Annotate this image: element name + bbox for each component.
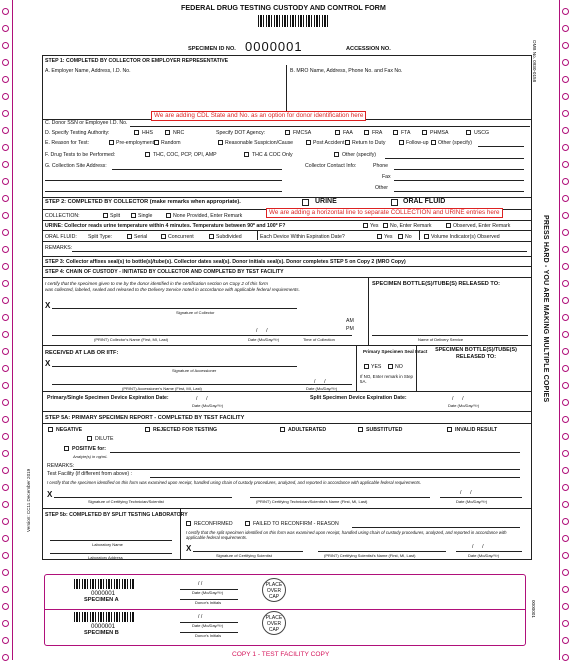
test-facility-label: Test Facility (if different from above) :: [47, 471, 132, 477]
collection-line-note: We are adding a horizontal line to separate COLLECTION and URINE entries here: [266, 208, 503, 218]
negative-checkbox[interactable]: [48, 427, 53, 432]
feed-hole: [562, 8, 569, 15]
none-provided-checkbox[interactable]: [166, 213, 171, 218]
feed-hole: [2, 246, 9, 253]
feed-hole: [562, 144, 569, 151]
feed-hole: [2, 229, 9, 236]
feed-hole: [562, 535, 569, 542]
agency-2-checkbox[interactable]: [364, 130, 369, 135]
rule: [73, 469, 520, 470]
feed-hole: [562, 42, 569, 49]
lab-name-caption[interactable]: Laboratory Name: [92, 542, 123, 547]
rule: [112, 169, 282, 170]
rule: [478, 146, 524, 147]
lab-released-to-label: SPECIMEN BOTTLE(S)/TUBE(S) RELEASED TO:: [435, 347, 517, 360]
single-checkbox[interactable]: [131, 213, 136, 218]
tech-signature-caption[interactable]: Signature of Certifying Technician/Scientist: [88, 499, 164, 504]
step5b-title: STEP 5b: COMPLETED BY SPLIT TESTING LABORATORY: [45, 512, 188, 518]
received-at-lab-label: RECEIVED AT LAB OR IITF:: [45, 350, 119, 356]
step4-cert-line2: was collected, labeled, sealed and released to the Delivery Service noted in accordance with applicable federal requirements.: [45, 287, 300, 292]
feed-hole: [2, 178, 9, 185]
rule: [110, 452, 520, 453]
feed-hole: [2, 637, 9, 644]
header-barcode: [258, 15, 328, 27]
cdl-note: We are adding CDL State and No. as an option for donor identification here: [151, 111, 366, 121]
feed-hole: [2, 8, 9, 15]
reconfirmed-checkbox[interactable]: [186, 521, 191, 526]
collector-signature-caption[interactable]: Signature of Collector: [176, 310, 215, 315]
test-1-label: THC & COC Only: [252, 152, 293, 158]
rule: [42, 411, 532, 412]
subdivided-checkbox[interactable]: [209, 234, 214, 239]
seal-no-checkbox[interactable]: [388, 364, 393, 369]
oral-fluid-checkbox[interactable]: [391, 199, 398, 206]
feed-hole: [2, 93, 9, 100]
substituted-checkbox[interactable]: [358, 427, 363, 432]
feed-hole: [562, 76, 569, 83]
feed-hole: [562, 212, 569, 219]
analytes-caption: Analyte(s) in ng/mL: [73, 454, 108, 459]
rule: [394, 169, 524, 170]
date-slashes: / /: [198, 581, 203, 587]
nrc-label: NRC: [173, 130, 185, 136]
feed-hole: [2, 433, 9, 440]
label-separator: [44, 609, 526, 610]
specimen-name: SPECIMEN A: [84, 597, 119, 603]
employer-field[interactable]: A. Employer Name, Address, I.D. No.: [45, 68, 131, 74]
rule: [385, 158, 524, 159]
rule: [52, 366, 297, 367]
agency-0-checkbox[interactable]: [285, 130, 290, 135]
seal-no-label: NO: [395, 364, 403, 370]
phone-label: Phone: [373, 163, 389, 169]
specimen-id: 0000001: [91, 590, 116, 597]
rule: [419, 230, 420, 240]
feed-hole: [2, 297, 9, 304]
feed-hole: [2, 42, 9, 49]
seal-yes-checkbox[interactable]: [364, 364, 369, 369]
other-label: Other: [375, 185, 388, 191]
feed-hole: [562, 59, 569, 66]
rule: [394, 191, 524, 192]
urine-label: URINE: [315, 198, 337, 205]
primary-expiration-label: Primary/Single Specimen Device Expiration Date:: [47, 395, 169, 401]
concurrent-label: Concurrent: [168, 234, 194, 240]
rejected-checkbox[interactable]: [145, 427, 150, 432]
feed-hole: [562, 314, 569, 321]
none-provided-label: None Provided, Enter Remark: [173, 213, 243, 219]
dot-agency-label: Specify DOT Agency:: [216, 130, 266, 136]
reason-label: E. Reason for Test:: [45, 140, 90, 146]
step3-text: STEP 3: Collector affixes seal(s) to bottle(s)/tube(s). Collector dates seal(s). Donor initials seal(s). Donor completes STEP 5 on Copy 2 (MRO Copy): [45, 259, 406, 265]
negative-label: NEGATIVE: [56, 427, 83, 433]
hhs-label: HHS: [142, 130, 153, 136]
rejected-label: REJECTED FOR TESTING: [153, 427, 217, 433]
step5a-cert-text: I certify that the specimen identified on this form was examined upon receipt, handled using chain of custody procedures, analyzed, and reported in accordance with applicable federal requirements.: [47, 480, 422, 485]
volume-checkbox[interactable]: [424, 234, 429, 239]
rule: [50, 540, 172, 541]
rule: [42, 241, 532, 242]
specimen-name: SPECIMEN B: [84, 630, 119, 636]
feed-hole: [2, 535, 9, 542]
mro-field[interactable]: B. MRO Name, Address, Phone No. and Fax No.: [290, 68, 403, 74]
specimen-barcode: [74, 612, 134, 622]
right-feed-strip: [559, 0, 572, 660]
test-2-label: Other (specify): [342, 152, 377, 158]
feed-hole: [2, 552, 9, 559]
testing-authority-label: D. Specify Testing Authority:: [45, 130, 110, 136]
rule: [318, 551, 446, 552]
reconfirmed-label: RECONFIRMED: [194, 521, 233, 527]
rule: [356, 345, 357, 391]
rule: [45, 180, 282, 181]
rule: [42, 256, 532, 257]
seal-yes-label: YES: [371, 364, 382, 370]
reason-3-checkbox[interactable]: [306, 140, 311, 145]
collection-site-label: G. Collection Site Address:: [45, 163, 107, 169]
feed-hole: [562, 229, 569, 236]
reason-0-label: Pre-employment: [116, 140, 155, 146]
agency-3-checkbox[interactable]: [393, 130, 398, 135]
adulterated-checkbox[interactable]: [280, 427, 285, 432]
temp-yes-checkbox[interactable]: [363, 223, 368, 228]
invalid-checkbox[interactable]: [447, 427, 452, 432]
step1-title: STEP 1: COMPLETED BY COLLECTOR OR EMPLOYER REPRESENTATIVE: [45, 58, 229, 64]
collection-label: COLLECTION:: [45, 213, 80, 219]
rule: [456, 551, 522, 552]
rule: [193, 551, 303, 552]
omb-number: OMB No. 0930-0158: [532, 40, 537, 83]
temp-yes-label: Yes: [370, 223, 379, 229]
rule: [42, 266, 532, 267]
feed-hole: [2, 331, 9, 338]
feed-hole: [562, 518, 569, 525]
feed-hole: [562, 246, 569, 253]
test-0-label: THC, COC, PCP, OPI, AMP: [153, 152, 217, 158]
rule: [257, 230, 258, 240]
feed-hole: [562, 399, 569, 406]
temp-no-checkbox[interactable]: [383, 223, 388, 228]
reason-4-label: Return to Duty: [352, 140, 386, 146]
primary-expiration-date[interactable]: Date (Mo/Day/Yr): [192, 403, 224, 408]
rule: [42, 277, 532, 278]
rule: [50, 553, 172, 554]
failed-reconfirm-checkbox[interactable]: [245, 521, 250, 526]
feed-hole: [2, 467, 9, 474]
feed-hole: [562, 348, 569, 355]
feed-hole: [2, 365, 9, 372]
donor-initials-caption[interactable]: Donor's Initials: [195, 600, 222, 605]
rule: [42, 391, 532, 392]
reason-3-label: Post Accident: [313, 140, 345, 146]
feed-hole: [562, 484, 569, 491]
collection-time-caption[interactable]: Time of Collection: [303, 337, 335, 342]
urine-temp-question: URINE: Collector reads urine temperature within 4 minutes. Temperature between 90º and 100º F?: [45, 223, 286, 229]
place-over-cap: PLACE OVER CAP: [262, 578, 286, 602]
split-expiration-date[interactable]: Date (Mo/Day/Yr): [448, 403, 480, 408]
feed-hole: [2, 25, 9, 32]
feed-hole: [562, 416, 569, 423]
feed-hole: [562, 93, 569, 100]
agency-4-label: PHMSA: [430, 130, 449, 136]
step4-title: STEP 4: CHAIN OF CUSTODY - INITIATED BY COLLECTOR AND COMPLETED BY TEST FACILITY: [45, 269, 284, 275]
am-label: AM: [346, 318, 354, 324]
temp-no-label: No, Enter Remark: [390, 223, 432, 229]
feed-hole: [562, 586, 569, 593]
adulterated-label: ADULTERATED: [288, 427, 327, 433]
feed-hole: [2, 161, 9, 168]
reason-1-label: Random: [161, 140, 181, 146]
specimen-id: 0000001: [91, 623, 116, 630]
feed-hole: [2, 501, 9, 508]
feed-hole: [562, 450, 569, 457]
rule: [42, 345, 532, 346]
rule: [130, 126, 530, 127]
step5a-remarks-label: REMARKS:: [47, 463, 75, 469]
feed-hole: [562, 280, 569, 287]
test-0-checkbox[interactable]: [145, 152, 150, 157]
reason-0-checkbox[interactable]: [109, 140, 114, 145]
seal-no-instruction: If NO, Enter remark in Step 5A.: [360, 374, 413, 384]
feed-hole: [2, 76, 9, 83]
reason-6-label: Other (specify): [438, 140, 473, 146]
rule: [52, 384, 352, 385]
reason-2-label: Reasonable Suspicion/Cause: [225, 140, 294, 146]
split-checkbox[interactable]: [103, 213, 108, 218]
feed-hole: [562, 110, 569, 117]
feed-hole: [562, 637, 569, 644]
delivery-service-caption[interactable]: Name of Delivery Service: [418, 337, 464, 342]
date-slashes: / /: [198, 614, 203, 620]
feed-hole: [562, 331, 569, 338]
accessioner-name-caption[interactable]: (PRINT) Accessioner's Name (First, MI, Last): [122, 386, 202, 391]
feed-hole: [562, 467, 569, 474]
agency-3-label: FTA: [401, 130, 411, 136]
feed-hole: [2, 59, 9, 66]
step2-title: STEP 2: COMPLETED BY COLLECTOR (make remarks when appropriate).: [45, 199, 241, 205]
rule: [42, 220, 532, 221]
feed-hole: [2, 314, 9, 321]
accessioner-signature-caption[interactable]: Signature of Accessioner: [172, 368, 217, 373]
scientist-signature-caption[interactable]: Signature of Certifying Scientist: [216, 553, 272, 558]
feed-hole: [2, 127, 9, 134]
feed-hole: [2, 416, 9, 423]
feed-hole: [2, 144, 9, 151]
specimen-id-label: SPECIMEN ID NO.: [188, 46, 236, 52]
invalid-label: INVALID RESULT: [455, 427, 498, 433]
rule: [180, 508, 181, 560]
rule: [42, 197, 532, 198]
rule: [394, 180, 524, 181]
agency-0-label: FMCSA: [293, 130, 312, 136]
split-label: Split: [110, 213, 121, 219]
agency-5-label: USCG: [474, 130, 489, 136]
feed-hole: [562, 382, 569, 389]
label-date-caption[interactable]: Date (Mo/Day/Yr): [192, 590, 224, 595]
reason-1-checkbox[interactable]: [154, 140, 159, 145]
feed-hole: [562, 25, 569, 32]
accession-label: ACCESSION NO.: [346, 46, 391, 52]
step5b-cert-text: I certify that the split specimen identified on this form was examined upon receipt, handled using chain of custody procedures, analyzed, and reported in accordance with applicable federal requirements.: [186, 530, 507, 540]
failed-reconfirm-label: FAILED TO RECONFIRM - REASON: [253, 521, 339, 527]
left-feed-strip: [0, 0, 13, 660]
donor-initials-caption[interactable]: Donor's Initials: [195, 633, 222, 638]
specimen-id-number: 0000001: [245, 39, 303, 54]
oral-fluid-row-label: ORAL FLUID:: [45, 234, 77, 240]
reason-4-checkbox[interactable]: [345, 140, 350, 145]
agency-5-checkbox[interactable]: [466, 130, 471, 135]
expiration-question: Each Device Within Expiration Date?: [260, 234, 345, 240]
feed-hole: [2, 484, 9, 491]
observed-label: Observed, Enter Remark: [453, 223, 511, 229]
dilute-label: DILUTE: [95, 436, 114, 442]
rule: [368, 277, 369, 345]
step4-cert-line1: I certify that the specimen given to me by the donor identified in the certification section on Copy 2 of this form: [45, 281, 268, 286]
feed-hole: [562, 620, 569, 627]
expiration-yes-checkbox[interactable]: [377, 234, 382, 239]
version-text: Version: CC11 December 2019: [26, 468, 31, 532]
label-date-caption[interactable]: Date (Mo/Day/Yr): [192, 623, 224, 628]
released-to-label: SPECIMEN BOTTLE(S)/TUBE(S) RELEASED TO:: [372, 281, 500, 287]
specimen-barcode: [74, 579, 134, 589]
serial-checkbox[interactable]: [127, 234, 132, 239]
donor-id-field[interactable]: C. Donor SSN or Employee I.D. No.: [45, 120, 128, 126]
rule: [150, 477, 520, 478]
subdivided-label: Subdivided: [216, 234, 242, 240]
form-title: FEDERAL DRUG TESTING CUSTODY AND CONTROL FORM: [181, 3, 386, 12]
rule: [72, 251, 527, 252]
rule: [45, 191, 282, 192]
expiration-no-label: No: [405, 234, 412, 240]
feed-hole: [562, 127, 569, 134]
feed-hole: [2, 518, 9, 525]
expiration-no-checkbox[interactable]: [398, 234, 403, 239]
reason-5-label: Follow-up: [406, 140, 429, 146]
place-over-cap: PLACE OVER CAP: [262, 611, 286, 635]
feed-hole: [562, 552, 569, 559]
feed-hole: [562, 161, 569, 168]
rule: [440, 497, 522, 498]
oral-fluid-label: ORAL FLUID: [403, 198, 446, 205]
tech-name-caption[interactable]: (PRINT) Certifying Technician/Scientist's Name (First, MI, Last): [256, 499, 368, 504]
accessioner-signature-x: X: [45, 359, 51, 368]
volume-label: Volume Indicator(s) Observed: [431, 234, 500, 240]
agency-1-checkbox[interactable]: [335, 130, 340, 135]
split-expiration-label: Split Specimen Device Expiration Date:: [310, 395, 407, 401]
feed-hole: [562, 195, 569, 202]
feed-hole: [2, 195, 9, 202]
rule: [352, 527, 520, 528]
feed-hole: [562, 297, 569, 304]
rule: [416, 345, 417, 391]
tech-date-caption[interactable]: Date (Mo/Day/Yr): [456, 499, 488, 504]
feed-hole: [562, 603, 569, 610]
fax-label: Fax: [382, 174, 391, 180]
feed-hole: [562, 569, 569, 576]
expiration-yes-label: Yes: [384, 234, 393, 240]
test-2-checkbox[interactable]: [334, 152, 339, 157]
feed-hole: [2, 212, 9, 219]
agency-4-checkbox[interactable]: [422, 130, 427, 135]
form-number: 0000001: [531, 600, 536, 618]
hhs-checkbox[interactable]: [134, 130, 139, 135]
feed-hole: [2, 110, 9, 117]
collector-signature-x: X: [45, 301, 51, 310]
pm-label: PM: [346, 326, 354, 332]
scientist-date-caption[interactable]: Date (Mo/Day/Yr): [468, 553, 500, 558]
feed-hole: [2, 382, 9, 389]
received-date-caption[interactable]: Date (Mo/Day/Yr): [306, 386, 338, 391]
urine-checkbox[interactable]: [302, 199, 309, 206]
rule: [250, 497, 430, 498]
feed-hole: [2, 280, 9, 287]
collection-date-caption[interactable]: Date (Mo/Day/Yr): [248, 337, 280, 342]
feed-hole: [2, 603, 9, 610]
positive-label: POSITIVE for:: [72, 446, 107, 452]
serial-label: Serial: [134, 234, 148, 240]
step2-remarks-label: REMARKS:: [45, 245, 73, 251]
feed-hole: [2, 569, 9, 576]
agency-1-label: FAA: [343, 130, 353, 136]
copy-footer: COPY 1 - TEST FACILITY COPY: [232, 651, 330, 658]
rule: [52, 335, 352, 336]
positive-checkbox[interactable]: [64, 446, 69, 451]
feed-hole: [2, 263, 9, 270]
reason-2-checkbox[interactable]: [218, 140, 223, 145]
nrc-checkbox[interactable]: [165, 130, 170, 135]
feed-hole: [2, 348, 9, 355]
seal-intact-label: Primary Specimen Seal Intact: [363, 349, 428, 354]
collector-contact-label: Collector Contact Info:: [305, 163, 357, 169]
tests-label: F. Drug Tests to be Performed:: [45, 152, 116, 158]
feed-hole: [562, 178, 569, 185]
feed-hole: [562, 433, 569, 440]
substituted-label: SUBSTITUTED: [366, 427, 403, 433]
test-1-checkbox[interactable]: [244, 152, 249, 157]
feed-hole: [2, 586, 9, 593]
observed-checkbox[interactable]: [446, 223, 451, 228]
collector-name-caption[interactable]: (PRINT) Collector's Name (First, MI, Last): [94, 337, 169, 342]
rule: [42, 423, 532, 424]
rule: [42, 230, 532, 231]
step5a-title: STEP 5A: PRIMARY SPECIMEN REPORT - COMPLETED BY TEST FACILITY: [45, 415, 245, 421]
concurrent-checkbox[interactable]: [161, 234, 166, 239]
scientist-name-caption[interactable]: (PRINT) Certifying Scientist's Name (First, MI, Last): [324, 553, 416, 558]
agency-2-label: FRA: [372, 130, 383, 136]
press-hard-warning: PRESS HARD - YOU ARE MAKING MULTIPLE COPIES: [542, 215, 549, 403]
feed-hole: [562, 365, 569, 372]
rule: [54, 497, 232, 498]
dilute-checkbox[interactable]: [87, 436, 92, 441]
single-label: Single: [138, 213, 153, 219]
feed-hole: [562, 263, 569, 270]
reason-6-checkbox[interactable]: [431, 140, 436, 145]
tech-signature-x: X: [47, 490, 53, 499]
lab-address-caption[interactable]: Laboratory Address: [88, 555, 123, 560]
reason-5-checkbox[interactable]: [399, 140, 404, 145]
scientist-signature-x: X: [186, 544, 192, 553]
rule: [52, 308, 297, 309]
feed-hole: [2, 450, 9, 457]
feed-hole: [2, 620, 9, 627]
feed-hole: [2, 399, 9, 406]
feed-hole: [562, 501, 569, 508]
rule: [372, 335, 528, 336]
rule: [42, 508, 532, 509]
split-type-label: Split Type:: [88, 234, 113, 240]
